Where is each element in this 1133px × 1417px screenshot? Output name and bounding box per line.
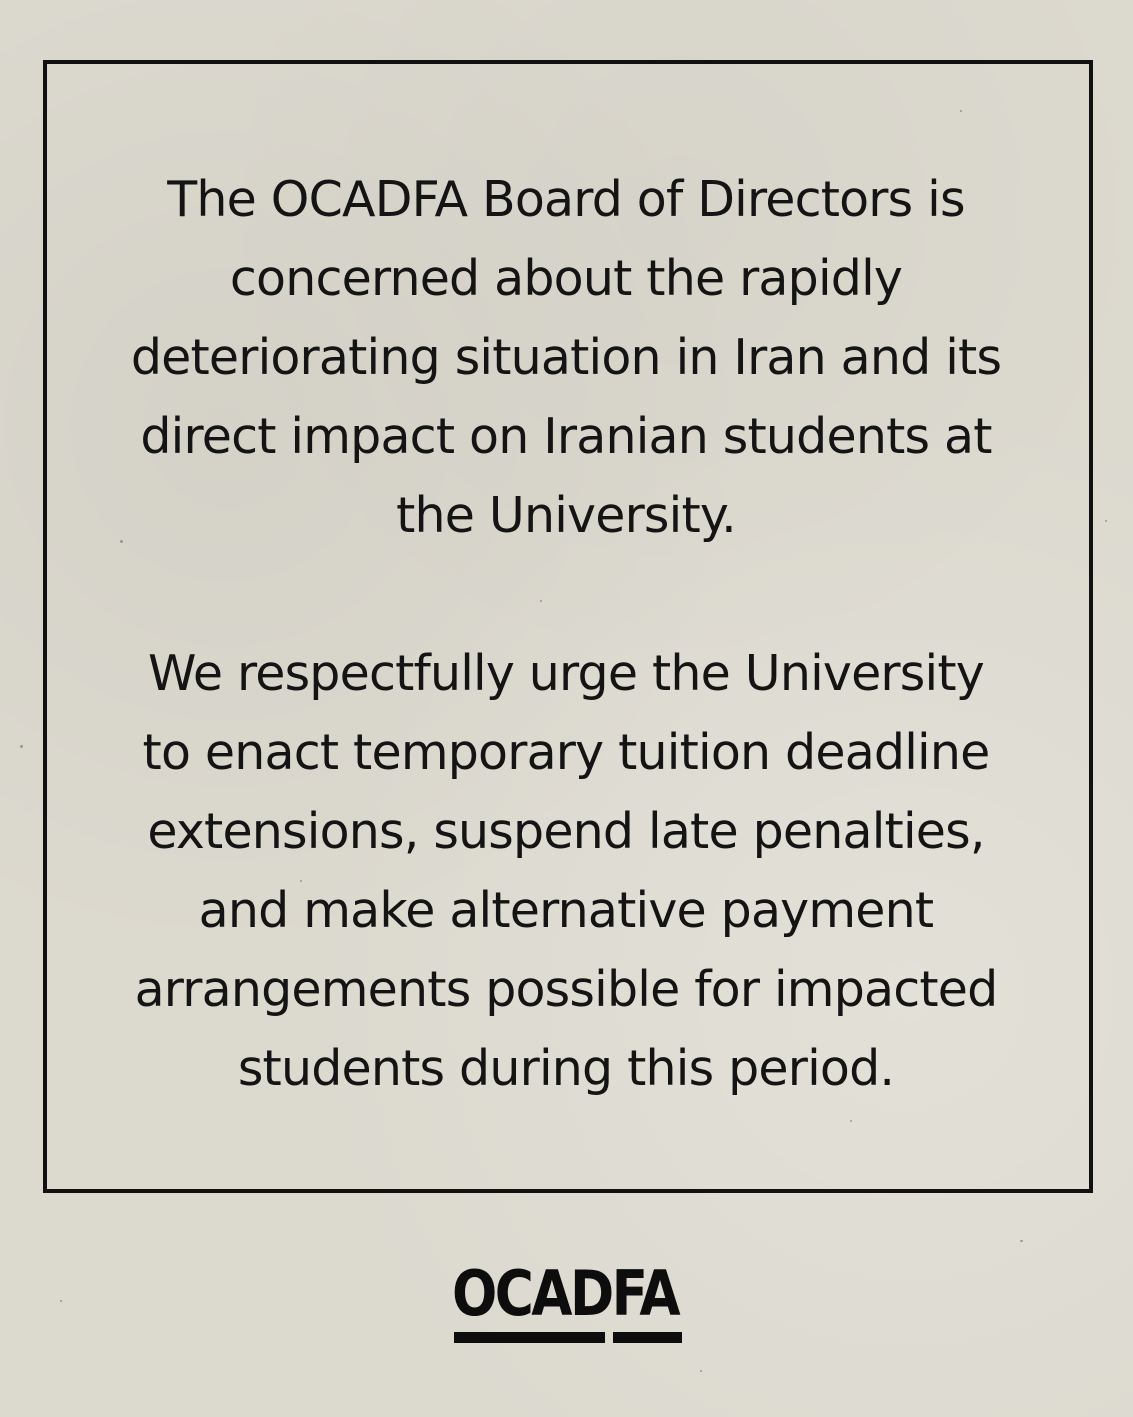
- statement-line: the University.: [396, 487, 736, 544]
- statement-line: concerned about the rapidly: [229, 250, 903, 307]
- logo-underline-left: [454, 1332, 605, 1343]
- statement-line: The OCADFA Board of Directors is: [167, 171, 965, 228]
- statement-line: deteriorating situation in Iran and its: [130, 329, 1002, 386]
- statement-paragraph-1: [60, 160, 1072, 555]
- statement-paragraph-2: [60, 634, 1072, 1108]
- statement-line: to enact temporary tuition deadline: [142, 724, 990, 781]
- statement-line: students during this period.: [237, 1040, 895, 1097]
- statement-line: arrangements possible for impacted: [134, 961, 998, 1018]
- logo-underline-right: [613, 1332, 682, 1343]
- ocadfa-logo: [452, 1257, 682, 1344]
- logo-wordmark: OCADFA: [452, 1257, 679, 1330]
- statement-line: extensions, suspend late penalties,: [147, 803, 985, 860]
- statement-text: [60, 160, 1072, 1108]
- statement-line: direct impact on Iranian students at: [140, 408, 992, 465]
- statement-line: We respectfully urge the University: [148, 645, 984, 702]
- statement-line: and make alternative payment: [198, 882, 934, 939]
